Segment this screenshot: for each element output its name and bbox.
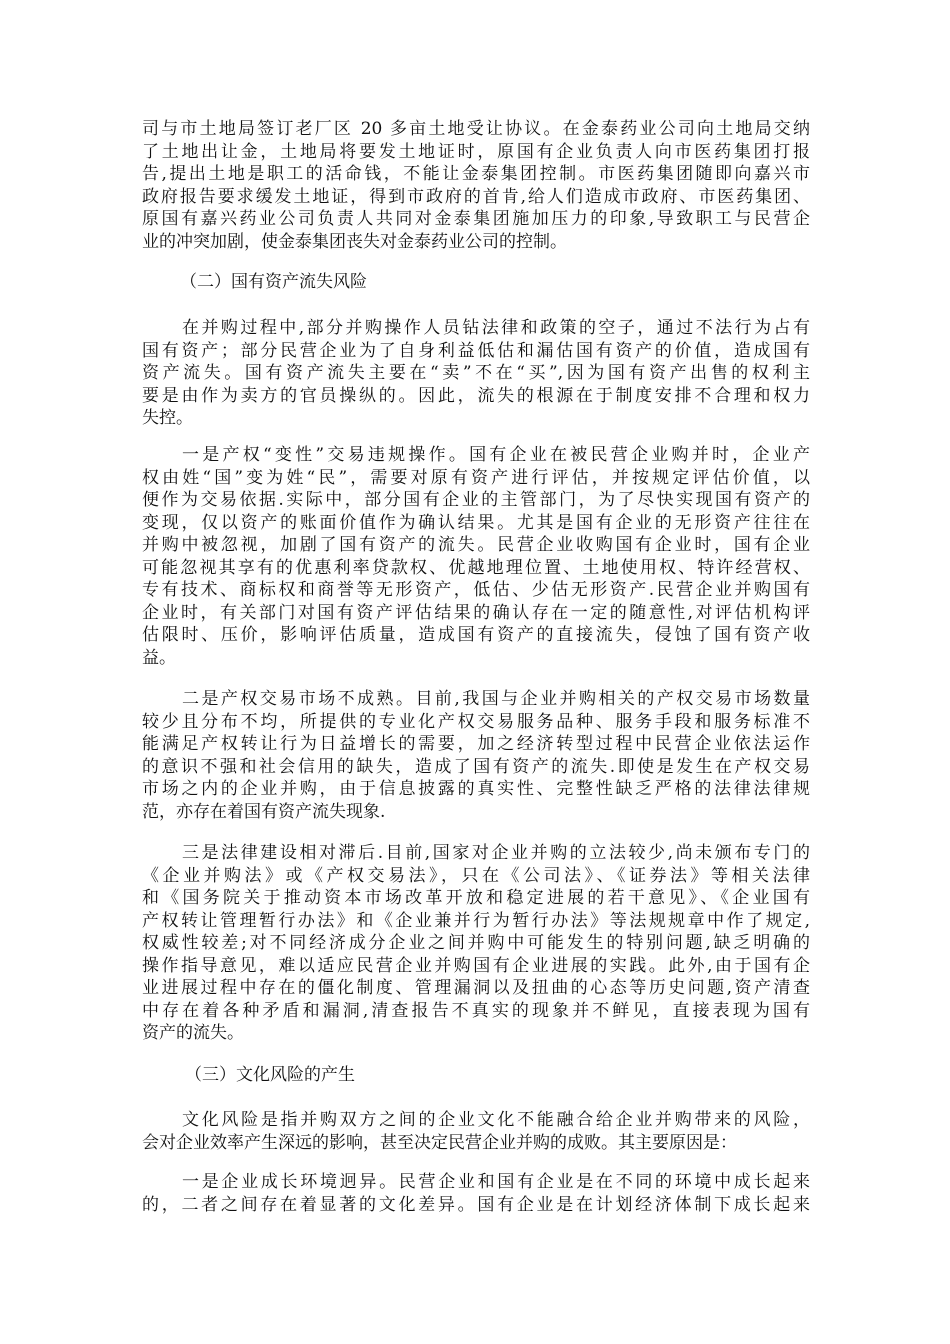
text-line: 专有技术、商标权和商誉等无形资产，低估、少估无形资产.民营企业并购国有	[142, 580, 810, 600]
text-line: 《企业并购法》或《产权交易法》，只在《公司法》、《证券法》等相关法律	[142, 865, 810, 886]
paragraph-asset-loss	[142, 317, 810, 430]
text-line: 益。	[142, 647, 176, 668]
text-line: 会对企业效率产生深远的影响，甚至决定民营企业并购的成败。其主要原因是：	[142, 1132, 737, 1153]
text-line: 在并购过程中,部分并购操作人员钻法律和政策的空子，通过不法行为占有	[182, 318, 810, 338]
paragraph-point-one	[142, 444, 810, 669]
text-line: 企业时，有关部门对国有资产评估结果的确认存在一定的随意性,对评估机构评	[142, 602, 810, 623]
paragraph-point-three	[142, 842, 810, 1045]
text-line: 业进展过程中存在的僵化制度、管理漏洞以及扭曲的心态等历史问题,资产清查	[142, 978, 810, 998]
text-line: 变现，仅以资产的账面价值作为确认结果。尤其是国有企业的无形资产往往在	[142, 512, 810, 533]
text-line: 三是法律建设相对滞后.目前,国家对企业并购的立法较少,尚未颁布专门的	[182, 843, 810, 863]
text-line: 要是由作为卖方的官员操纵的。因此，流失的根源在于制度安排不合理和权力	[142, 385, 810, 406]
paragraph-point-two	[142, 688, 810, 823]
text-line: 的，二者之间存在着显著的文化差异。国有企业是在计划经济体制下成长起来	[142, 1194, 810, 1215]
section-heading-2: （二）国有资产流失风险	[180, 272, 367, 292]
text-line: 范，亦存在着国有资产流失现象.	[142, 801, 386, 822]
text-line: 一是企业成长环境迥异。民营企业和国有企业是在不同的环境中成长起来	[182, 1172, 810, 1192]
text-line: 二是产权交易市场不成熟。目前,我国与企业并购相关的产权交易市场数量	[182, 689, 810, 709]
text-line: 和《国务院关于推动资本市场改革开放和稳定进展的若干意见》、《企业国有	[142, 888, 810, 908]
text-line: 权由姓“国”变为姓“民”，需要对原有资产进行评估，并按规定评估价值，以	[142, 467, 810, 488]
text-line: 文化风险是指并购双方之间的企业文化不能融合给企业并购带来的风险，	[182, 1110, 810, 1130]
text-line: 业的冲突加剧，使金泰集团丧失对金泰药业公司的控制。	[142, 231, 567, 252]
text-line: 失控。	[142, 408, 193, 428]
text-line: 资产的流失。	[142, 1023, 244, 1043]
text-line: 操作指导意见，难以适应民营企业并购国有企业进展的实践。此外,由于国有企	[142, 955, 810, 976]
text-line: 市场之内的企业并购，由于信息披露的真实性、完整性缺乏严格的法律法律规	[142, 779, 810, 799]
text-line: 中存在着各种矛盾和漏洞,清查报告不真实的现象并不鲜见，直接表现为国有	[142, 1000, 810, 1021]
paragraph-culture-risk	[142, 1109, 810, 1154]
text-line: 权威性较差;对不同经济成分企业之间并购中可能发生的特别问题,缺乏明确的	[142, 933, 810, 953]
text-line: 国有资产；部分民营企业为了自身利益低估和漏估国有资产的价值，造成国有	[142, 340, 810, 361]
text-line: 便作为交易依据.实际中，部分国有企业的主管部门，为了尽快实现国有资产的	[142, 490, 810, 510]
paragraph-intro	[142, 118, 810, 253]
text-line: 并购中被忽视，加剧了国有资产的流失。民营企业收购国有企业时，国有企业	[142, 535, 810, 555]
text-line: 司与市土地局签订老厂区 20 多亩土地受让协议。在金泰药业公司向土地局交纳	[142, 119, 810, 139]
text-line: 能满足产权转让行为日益增长的需要，加之经济转型过程中民营企业依法运作	[142, 734, 810, 754]
text-line: 了土地出让金，土地局将要发土地证时，原国有企业负责人向市医药集团打报	[142, 141, 810, 162]
text-line: 的意识不强和社会信用的缺失，造成了国有资产的流失.即使是发生在产权交易	[142, 756, 810, 777]
text-line: 一是产权“变性”交易违规操作。国有企业在被民营企业购并时，企业产	[182, 445, 810, 465]
paragraph-growth-environment	[142, 1171, 810, 1216]
section-heading-3: （三）文化风险的产生	[185, 1065, 355, 1085]
text-line: 原国有嘉兴药业公司负责人共同对金泰集团施加压力的印象,导致职工与民营企	[142, 209, 810, 229]
text-line: 可能忽视其享有的优惠利率贷款权、优越地理位置、土地使用权、特许经营权、	[142, 557, 810, 578]
text-line: 告,提出土地是职工的活命钱，不能让金泰集团控制。市医药集团随即向嘉兴市	[142, 164, 810, 184]
text-line: 政府报告要求缓发土地证，得到市政府的首肯,给人们造成市政府、市医药集团、	[142, 186, 810, 207]
text-line: 产权转让管理暂行办法》和《企业兼并行为暂行办法》等法规规章中作了规定,	[142, 910, 810, 931]
text-line: 较少且分布不均，所提供的专业化产权交易服务品种、服务手段和服务标准不	[142, 711, 810, 732]
text-line: 估限时、压价，影响评估质量，造成国有资产的直接流失，侵蚀了国有资产收	[142, 625, 810, 645]
text-line: 资产流失。国有资产流失主要在“卖”不在“买”,因为国有资产出售的权利主	[142, 363, 810, 383]
